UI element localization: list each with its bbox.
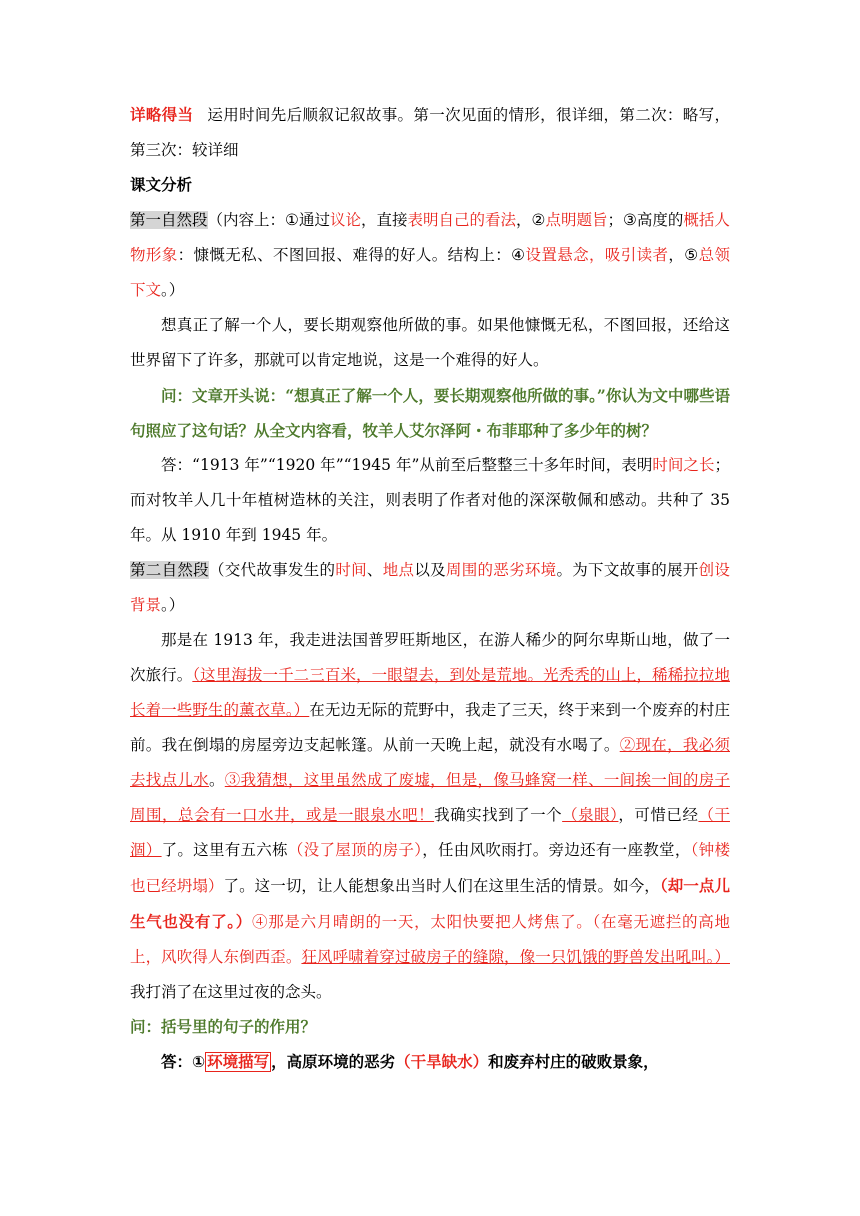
- body-text: 我打消了在这里过夜的念头。: [130, 983, 332, 1001]
- note-text: 以及: [414, 561, 446, 579]
- note-text: ；③高度的: [607, 211, 684, 229]
- emphasized-sentence: （却一点儿生气也没有了。）: [130, 876, 730, 931]
- note-keyword: 概括人物形象: [130, 211, 730, 264]
- note-keyword: 周围的恶劣环境: [445, 561, 557, 579]
- answer-keyword-boxed: 环境描写: [207, 1053, 270, 1071]
- answer-text: 和废弃村庄的破败景象，: [488, 1053, 659, 1071]
- annotated-sentence: （这里海拔一千二三百米，一眼望去，到处是荒地。光秃秃的山上，稀稀拉拉地长着一些野生的薰衣草。）: [130, 666, 730, 719]
- para1-label: 第一自然段: [130, 211, 208, 229]
- document-page: [130, 98, 730, 1080]
- annotated-phrase: （钟楼也已经坍塌）: [130, 841, 730, 895]
- body-text: 了。这里有五六栋: [161, 841, 288, 859]
- note-text: ，⑤: [668, 246, 699, 264]
- answer-keyword: 时间之长: [652, 456, 715, 474]
- body-text: 在无边无际的荒野中，我走了三天，终于来到一个废弃的村庄前。我在倒塌的房屋旁边支起帐篷。从前一天晚上起，就没有水喝了。: [130, 701, 730, 754]
- body-text: ，可惜已经: [618, 806, 699, 824]
- note-text: ：慷慨无私、不图回报、难得的好人。结构上：④: [177, 246, 526, 264]
- annotated-phrase: （泉眼）: [562, 806, 619, 824]
- body-text: 了。这一切，让人能想象出当时人们在这里生活的情景。如今，: [223, 877, 660, 895]
- question-2: 问：括号里的句子的作用？: [130, 1018, 317, 1036]
- para2-note: [130, 553, 730, 623]
- analysis-heading: 课文分析: [130, 176, 193, 194]
- detail-paragraph: [130, 98, 730, 168]
- para1-text: 想真正了解一个人，要长期观察他所做的事。如果他慷慨无私，不图回报，还给这世界留下了许多，那就可以肯定地说，这是一个难得的好人。: [130, 316, 730, 369]
- note-keyword: 设置悬念，吸引读者: [525, 246, 669, 264]
- answer-text: ；而对牧羊人几十年植树造林的关注，则表明了作者对他的深深敬佩和感动。共种了 35 年。从 1910 年到 1945 年。: [130, 456, 730, 544]
- note-text: 。为下文故事的展开: [556, 561, 699, 579]
- para1-note: [130, 203, 730, 308]
- note-keyword: 创设背景: [130, 561, 730, 614]
- answer-text: 答：①: [161, 1053, 206, 1071]
- annotated-sentence: 狂风呼啸着穿过破房子的缝隙，像一只饥饿的野兽发出吼叫。）: [301, 948, 730, 966]
- para2-label: 第二自然段: [130, 561, 209, 579]
- note-text: ，直接: [360, 211, 408, 229]
- note-text: 、: [366, 561, 383, 579]
- note-text: ，②: [516, 211, 546, 229]
- body-text: 。: [208, 771, 225, 789]
- answer-1: [130, 448, 730, 553]
- annotated-sentence: ③我猜想，这里虽然成了废墟，但是，像马蜂窝一样、一间挨一间的房子周围，总会有一口水井，或是一眼泉水吧！: [130, 771, 730, 824]
- body-text: 那是在 1913 年，我走进法国普罗旺斯地区，在游人稀少的阿尔卑斯山地，做了一次旅行。: [130, 631, 730, 684]
- annotated-sentence: ②现在，我必须去找点儿水: [130, 736, 730, 789]
- answer-text: 答：“1913 年”“1920 年”“1945 年”从前至后整整三十多年时间，表明: [161, 456, 653, 474]
- note-text: （交代故事发生的: [208, 561, 336, 579]
- body-text: 我确实找到了一个: [434, 806, 563, 824]
- annotated-phrase: （干涸）: [130, 806, 730, 859]
- body-text: ，任由风吹雨打。旁边还有一座教堂，: [422, 841, 691, 859]
- note-keyword: 表明自己的看法: [407, 211, 517, 229]
- annotated-phrase: （没了屋顶的房子）: [287, 841, 423, 859]
- note-text: 。）: [161, 281, 185, 299]
- question-1: 问：文章开头说：“想真正了解一个人，要长期观察他所做的事。”你认为文中哪些语句照应了这句话？从全文内容看，牧羊人艾尔泽阿・布菲耶种了多少年的树？: [130, 386, 730, 440]
- note-keyword: 地点: [382, 561, 415, 579]
- answer-2: [130, 1045, 730, 1080]
- note-keyword: 点明题旨: [545, 211, 608, 229]
- note-text: 。）: [161, 596, 185, 614]
- annotated-sentence: ④那是六月晴朗的一天，太阳快要把人烤焦了。（在毫无遮拦的高地上，风吹得人东倒西歪。: [130, 913, 730, 966]
- detail-text: 运用时间先后顺叙记叙故事。第一次见面的情形，很详细，第二次：略写，第三次：较详细: [130, 106, 730, 159]
- note-keyword: 议论: [329, 211, 361, 229]
- detail-title: 详略得当: [130, 106, 194, 124]
- note-keyword: 总领下文: [130, 246, 730, 299]
- note-text: （内容上：①通过: [207, 211, 330, 229]
- answer-keyword: （干旱缺水）: [395, 1053, 489, 1071]
- para2-text: [130, 623, 730, 1010]
- note-keyword: 时间: [335, 561, 367, 579]
- answer-text: ，高原环境的恶劣: [271, 1053, 396, 1071]
